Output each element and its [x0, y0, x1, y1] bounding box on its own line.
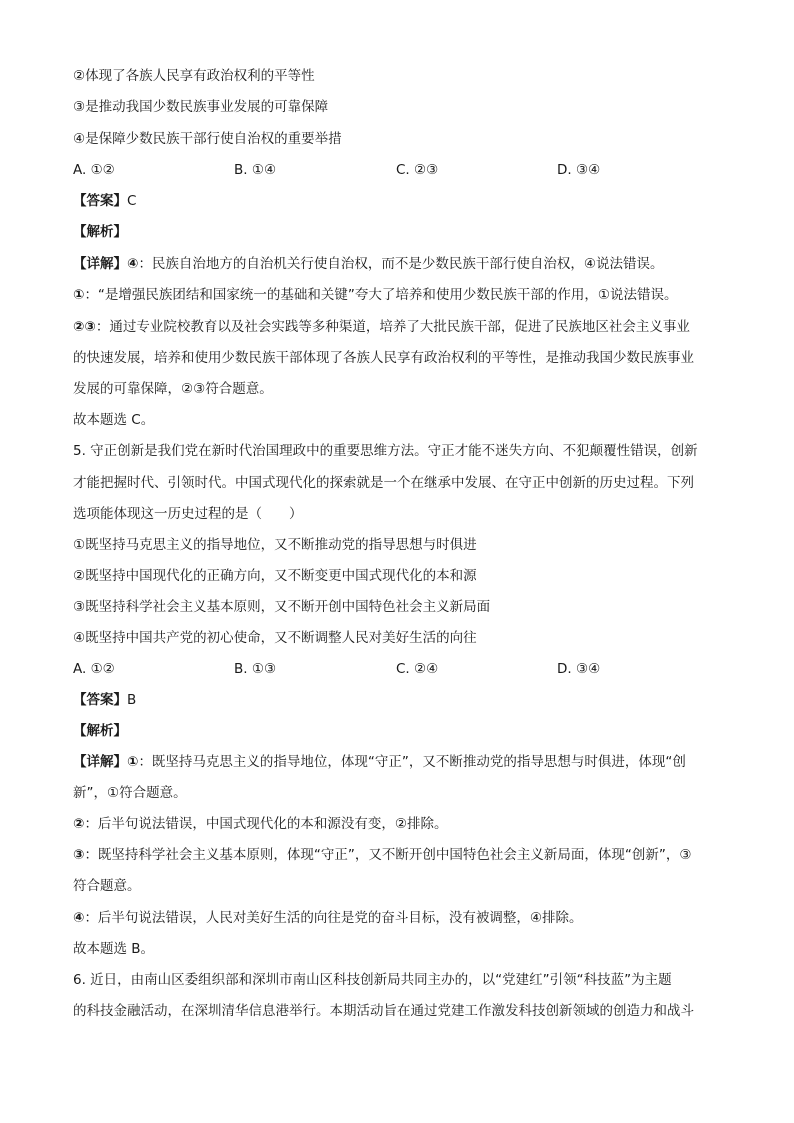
detail-mark: ②: [73, 816, 85, 832]
answer-label: 【答案】: [73, 193, 127, 209]
detail-mark: ①: [73, 287, 85, 303]
detail-mark: ③: [73, 847, 85, 863]
detail-mark: ②③: [73, 319, 96, 335]
q4-statement-2: ②体现了各族人民享有政治权利的平等性: [73, 68, 315, 84]
q5-option-a: A. ①②: [73, 661, 115, 677]
q5-option-d: D. ③④: [557, 661, 601, 677]
detail-mark: ④: [127, 256, 139, 272]
q5-detail-line-3: [73, 814, 448, 834]
detail-mark: ①: [127, 754, 139, 770]
q5-statement-1: ①既坚持马克思主义的指导地位，又不断推动党的指导思想与时俱进: [73, 537, 477, 553]
q4-detail-line-3: [73, 317, 690, 337]
detail-label: 【详解】: [73, 256, 127, 272]
q5-statement-3: ③既坚持科学社会主义基本原则，又不断开创中国特色社会主义新局面: [73, 599, 491, 615]
q5-detail-line-4: [73, 845, 692, 865]
detail-text: ：“是增强民族团结和国家统一的基础和关键”夸大了培养和使用少数民族干部的作用，①说法错误。: [84, 287, 678, 303]
q4-option-b: B. ①④: [234, 162, 277, 178]
q4-option-c: C. ②③: [396, 162, 439, 178]
q4-detail-line-1: [73, 254, 664, 274]
q5-stem-line-2: 才能把握时代、引领时代。中国式现代化的探索就是一个在继承中发展、在守正中创新的历史过程。下列: [73, 475, 694, 491]
q4-statement-4: ④是保障少数民族干部行使自治权的重要举措: [73, 131, 342, 147]
q5-answer: [73, 690, 136, 710]
detail-text: ：民族自治地方的自治机关行使自治权，而不是少数民族干部行使自治权，④说法错误。: [138, 256, 664, 272]
q4-answer: [73, 191, 136, 211]
detail-text: ：后半句说法错误，中国式现代化的本和源没有变，②排除。: [84, 816, 448, 832]
q5-detail-line-5: 符合题意。: [73, 878, 141, 894]
detail-text: ：既坚持马克思主义的指导地位，体现“守正”，又不断推动党的指导思想与时俱进，体现“创: [138, 754, 686, 770]
q4-statement-3: ③是推动我国少数民族事业发展的可靠保障: [73, 99, 329, 115]
q5-statement-4: ④既坚持中国共产党的初心使命，又不断调整人民对美好生活的向往: [73, 630, 477, 646]
q6-stem-line-1: 6. 近日，由南山区委组织部和深圳市南山区科技创新局共同主办的，以“党建红”引领“科技蓝”为主题: [73, 972, 672, 988]
q5-statement-2: ②既坚持中国现代化的正确方向，又不断变更中国式现代化的本和源: [73, 568, 477, 584]
q5-detail-line-2: 新”，①符合题意。: [73, 785, 187, 801]
q5-stem-line-3: 选项能体现这一历史过程的是（ ）: [73, 506, 303, 522]
q4-detail-line-5: 发展的可靠保障，②③符合题意。: [73, 381, 273, 397]
answer-value: C: [127, 193, 137, 209]
detail-text: ：后半句说法错误，人民对美好生活的向往是党的奋斗目标，没有被调整，④排除。: [84, 910, 583, 926]
q5-detail-line-6: [73, 908, 583, 928]
q5-stem-line-1: 5. 守正创新是我们党在新时代治国理政中的重要思维方法。守正才能不迷失方向、不犯颠覆性错误，创新: [73, 443, 698, 459]
q5-conclusion: 故本题选 B。: [73, 941, 155, 957]
q4-option-a: A. ①②: [73, 162, 115, 178]
q5-analysis-label: 【解析】: [73, 723, 127, 739]
q4-analysis-label: 【解析】: [73, 224, 127, 240]
detail-label: 【详解】: [73, 754, 127, 770]
answer-label: 【答案】: [73, 692, 127, 708]
detail-text: ：既坚持科学社会主义基本原则，体现“守正”，又不断开创中国特色社会主义新局面，体现“创新”，③: [84, 847, 692, 863]
q5-detail-line-1: [73, 752, 686, 772]
detail-text: ：通过专业院校教育以及社会实践等多种渠道，培养了大批民族干部，促进了民族地区社会主义事业: [95, 319, 690, 335]
q5-option-b: B. ①③: [234, 661, 277, 677]
answer-value: B: [127, 692, 137, 708]
q4-detail-line-2: [73, 285, 678, 305]
q4-detail-line-4: 的快速发展，培养和使用少数民族干部体现了各族人民享有政治权利的平等性，是推动我国少数民族事业: [73, 350, 694, 366]
detail-mark: ④: [73, 910, 85, 926]
q5-option-c: C. ②④: [396, 661, 439, 677]
q4-option-d: D. ③④: [557, 162, 601, 178]
q4-conclusion: 故本题选 C。: [73, 412, 155, 428]
q6-stem-line-2: 的科技金融活动，在深圳清华信息港举行。本期活动旨在通过党建工作激发科技创新领域的创造力和战斗: [73, 1003, 694, 1019]
